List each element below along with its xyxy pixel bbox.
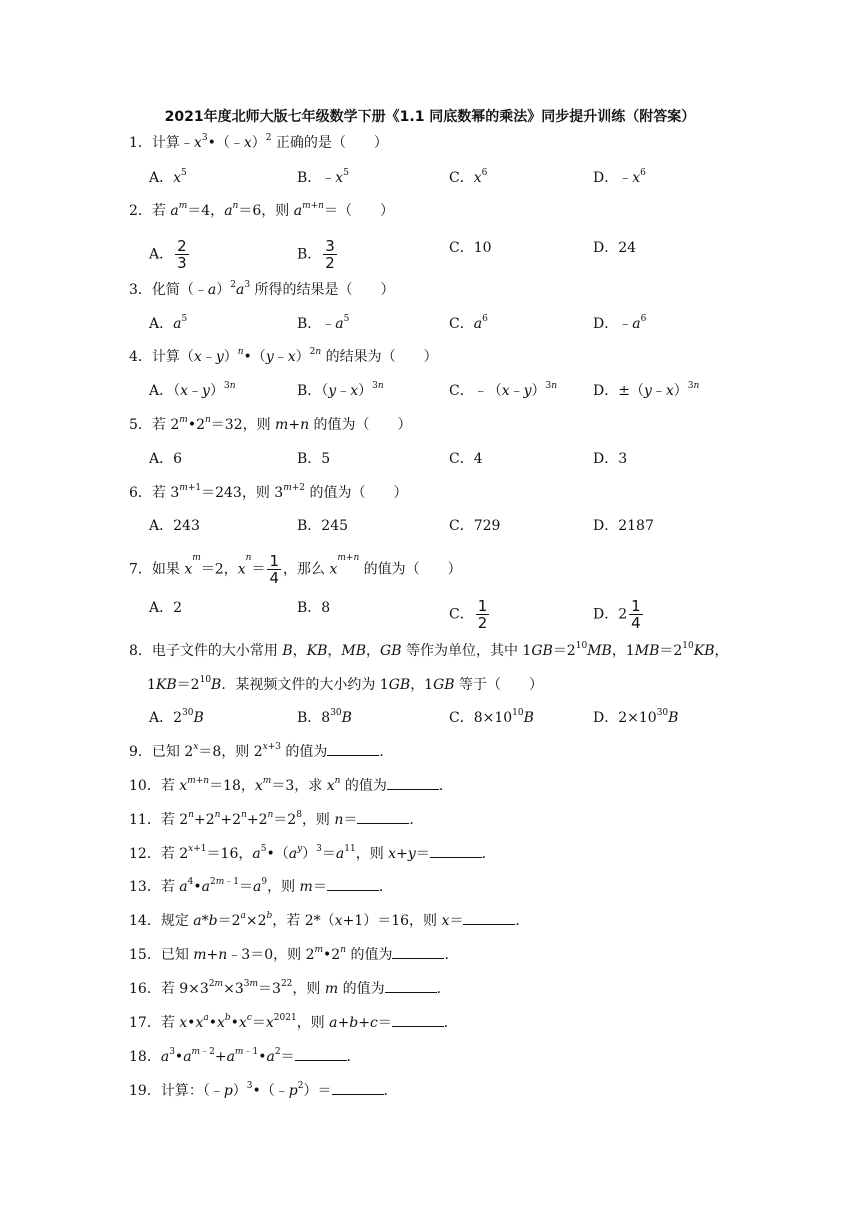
answer-blank[interactable]	[385, 980, 437, 993]
q4-option-b: B．（y﹣x）$^{3n}$	[297, 381, 384, 399]
q6-option-b: B．245	[297, 518, 349, 534]
page-title: 2021年度北师大版七年级数学下册《1.1 同底数幂的乘法》同步提升训练（附答案）	[164, 109, 696, 125]
q4-option-d: D．±（y﹣x）$^{3n}$	[593, 381, 700, 399]
fraction: $\frac{1}{4}$	[631, 597, 641, 632]
q6-option-d: D．2187	[593, 518, 654, 534]
question-19: 19．计算：$(﹣p)^3•(﹣p^2)=$ ．	[129, 1081, 398, 1099]
q4-option-c: C．﹣（x﹣y）$^{3n}$	[449, 381, 558, 399]
question-3: 3．化简$(﹣a)^2a^3$ 所得的结果是（ ）	[129, 280, 395, 298]
q4-option-a: A．（x﹣y）$^{3n}$	[149, 381, 236, 399]
q8-option-c: C．$8\times 10^{10}B$	[449, 708, 534, 726]
q3-option-c: C．$a^6$	[449, 314, 488, 332]
answer-blank[interactable]	[332, 1082, 384, 1095]
q1-option-a: A．$x^5$	[149, 168, 187, 186]
q7-option-c: C． $\frac{1}{2}$	[449, 597, 488, 632]
q2-option-b: B． $\frac{3}{2}$	[297, 237, 335, 272]
q8-option-b: B．$8^{30}B$	[297, 708, 352, 726]
question-14: 14．规定 $a*b=2^a\times 2^b$，若 2*（x+1）＝16，则 x＝ ．	[129, 911, 530, 929]
q1-option-b: B．$﹣x^5$	[297, 168, 349, 186]
question-13: 13．若 $a^4•a^{2m﹣1}=a^9$，则 m＝ ．	[129, 877, 393, 895]
q5-option-b: B．5	[297, 451, 331, 467]
q5-option-c: C．4	[449, 451, 483, 467]
q8-option-d: D．$2\times 10^{30}B$	[593, 708, 679, 726]
question-11: 11．若 $2^n+2^n+2^n+2^n=2^8$，则 n＝ ．	[129, 810, 424, 828]
q7-option-b: B．8	[297, 600, 331, 616]
answer-blank[interactable]	[357, 811, 409, 824]
q7-option-a: A．2	[149, 600, 183, 616]
question-2: 2．若 $a^m=4$，$a^n=6$，则 $a^{m+n}=$（ ）	[129, 201, 394, 219]
question-12: 12．若 $2^{x+1}=16$，$a^5•(a^y)^3=a^{11}$，则 x+y＝ ．	[129, 844, 496, 862]
q2-option-d: D．24	[593, 240, 637, 256]
question-9: 9．已知 $2^x=8$，则 $2^{x+3}$ 的值为 ．	[129, 742, 394, 760]
answer-blank[interactable]	[295, 1048, 347, 1061]
question-18: 18．$a^3•a^{m﹣2}+a^{m﹣1}•a^2=$ ．	[129, 1047, 361, 1065]
q5-option-d: D．3	[593, 451, 628, 467]
answer-blank[interactable]	[430, 845, 482, 858]
question-16: 16．若 $9\times 3^{2m}\times 3^{3m}=3^{22}$，则 m 的值为 ．	[129, 979, 451, 997]
q1-option-c: C．$x^6$	[449, 168, 488, 186]
answer-blank[interactable]	[392, 1014, 444, 1027]
question-5: 5．若 $2^m•2^n=32$，则 m+n 的值为（ ）	[129, 415, 412, 433]
answer-blank[interactable]	[463, 912, 515, 925]
q3-option-b: B．$﹣a^5$	[297, 314, 350, 332]
fraction: $\frac{3}{2}$	[325, 237, 335, 272]
fraction: $\frac{1}{2}$	[477, 597, 488, 632]
answer-blank[interactable]	[327, 743, 379, 756]
q6-option-c: C．729	[449, 518, 501, 534]
answer-blank[interactable]	[327, 878, 379, 891]
q2-option-c: C．10	[449, 240, 492, 256]
question-7: 7．如果 $x^m=2$，$x^n=$ $\frac{1}{4}$ ，那么 $x^{m+n}$ 的值为（ ）	[129, 552, 462, 587]
q2-option-a: A． $\frac{2}{3}$	[149, 237, 187, 272]
q7-option-d: D．2 $\frac{1}{4}$	[593, 597, 641, 632]
answer-blank[interactable]	[392, 946, 444, 959]
question-4: 4．计算（x﹣y）$^n$•（y﹣x）$^{2n}$ 的结果为（ ）	[129, 347, 438, 365]
fraction: $\frac{1}{4}$	[269, 552, 279, 587]
q3-option-d: D．$﹣a^6$	[593, 314, 647, 332]
question-8-line-2: $1KB=2^{10}B$．某视频文件的大小约为 1GB，1GB 等于（ ）	[147, 675, 544, 693]
answer-blank[interactable]	[387, 777, 439, 790]
q1-option-d: D．$﹣x^6$	[593, 168, 646, 186]
q3-option-a: A．$a^5$	[149, 314, 188, 332]
question-17: 17．若 $x•x^a•x^b•x^c=x^{2021}$，则 a+b+c＝ ．	[129, 1013, 458, 1031]
fraction: $\frac{2}{3}$	[177, 237, 187, 272]
q5-option-a: A．6	[149, 451, 183, 467]
q6-option-a: A．243	[149, 518, 200, 534]
question-6: 6．若 $3^{m+1}=243$，则 $3^{m+2}$ 的值为（ ）	[129, 483, 408, 501]
q8-option-a: A．$2^{30}B$	[149, 708, 204, 726]
question-15: 15．已知 m+n﹣3＝0，则 2$^m$•2$^n$ 的值为 ．	[129, 945, 459, 963]
question-1: 1．计算$﹣x^3•(﹣x)^2$ 正确的是（ ）	[129, 133, 388, 151]
question-8-line-1: 8．电子文件的大小常用 B，KB，MB，GB 等作为单位，其中 $1GB=2^{10}MB$，$1MB=2^{10}KB$，	[129, 641, 729, 659]
question-10: 10．若 $x^{m+n}=18$，$x^m=3$，求 $x^n$ 的值为 ．	[129, 776, 453, 794]
